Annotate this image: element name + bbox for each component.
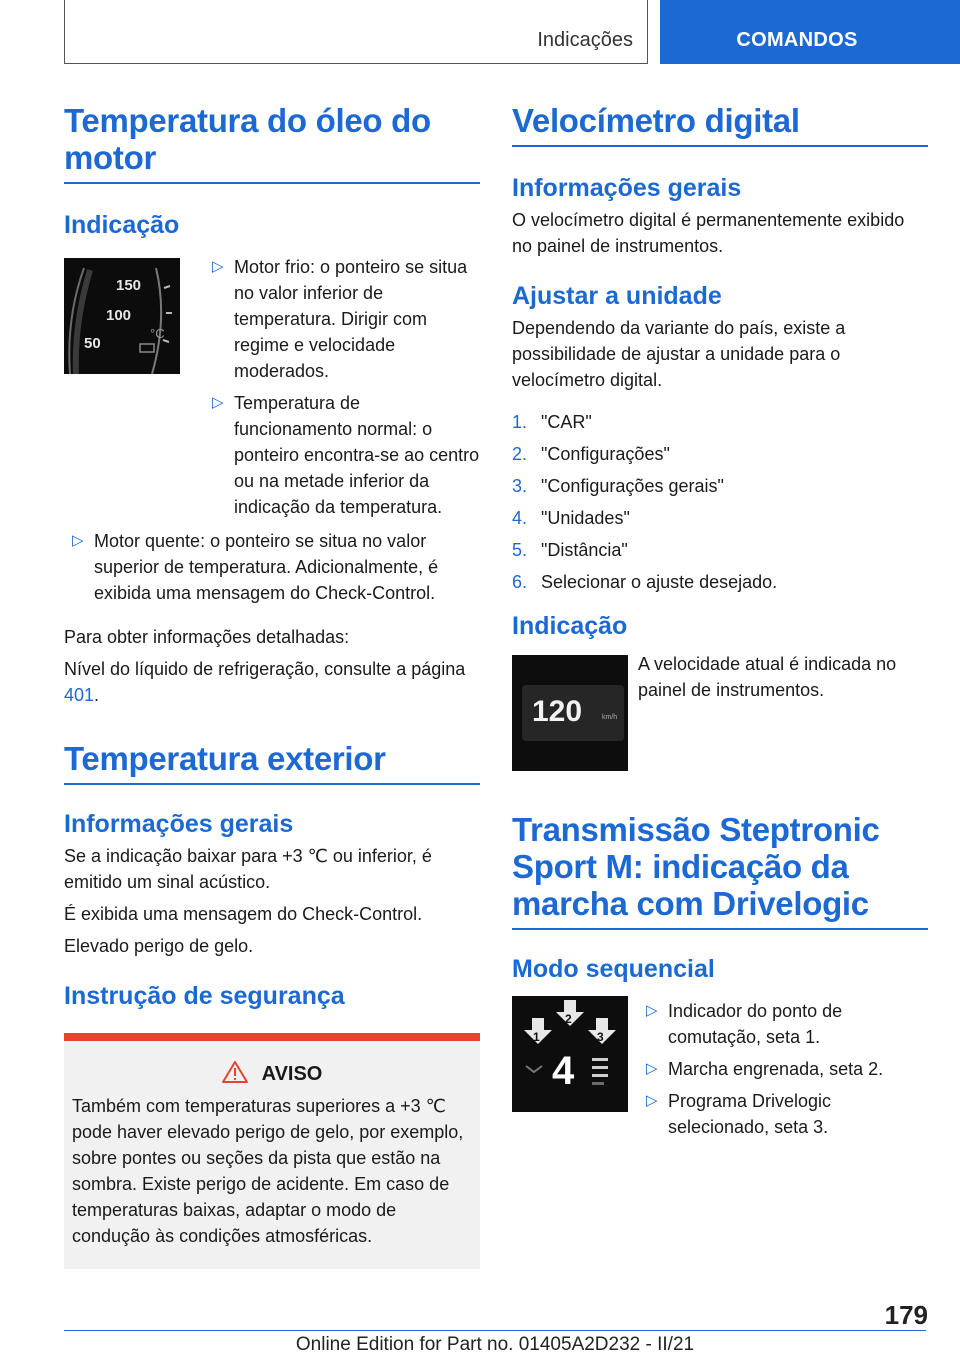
- more-info-text: Para obter informações detalhadas:: [64, 627, 350, 647]
- speed-display-graphic: [512, 655, 628, 771]
- gauge-label-100: 100: [106, 307, 132, 324]
- digital-speedometer-title: Velocímetro digital: [512, 102, 928, 147]
- speedo-indication-heading: Indicação: [512, 612, 628, 640]
- header-chapter-label: COMANDOS: [736, 29, 858, 51]
- oil-state-list-b: [64, 528, 480, 606]
- oil-state-list-a: [204, 254, 480, 520]
- warning-triangle-icon: [222, 1061, 248, 1083]
- sequential-mode-heading: Modo sequencial: [512, 955, 715, 983]
- triangle-bullet-icon: ▷: [646, 1060, 658, 1077]
- warning-text: Também com temperaturas superiores a +3 ℃ pode haver elevado perigo de gelo, por exemplo, sobre pontes ou seções da pista que estão na sombra. Existe perigo de acidente. Em caso de temperaturas baixas, adaptar o modo de condução às condições atmosféricas.: [72, 1096, 464, 1246]
- speedo-general-text: O velocímetro digital é permanentemente exibido no painel de instrumentos.: [512, 210, 905, 256]
- page-number: 179: [884, 1300, 928, 1330]
- gear-value: 4: [552, 1049, 575, 1093]
- warning-header: [72, 1061, 472, 1087]
- warning-title: AVISO: [261, 1063, 323, 1085]
- header-section-box: [64, 0, 648, 64]
- list-item: ▷ Marcha engrenada, seta 2.: [638, 1056, 928, 1082]
- list-item: ▷ Temperatura de funcionamento normal: o ponteiro encontra-se ao centro ou na metade inferior da indicação da temperatura.: [204, 390, 480, 520]
- oil-temperature-title: Temperatura do óleo do motor: [64, 102, 480, 184]
- arrow-label-2: 2: [565, 1012, 572, 1026]
- triangle-bullet-icon: ▷: [646, 1092, 658, 1109]
- exterior-temperature-title: Temperatura exterior: [64, 740, 480, 785]
- arrow-label-3: 3: [597, 1030, 604, 1044]
- step-item: 3. "Configurações gerais": [512, 476, 724, 496]
- step-item: 6. Selecionar o ajuste desejado.: [512, 572, 778, 592]
- digital-speed-display-image: [512, 655, 628, 771]
- triangle-bullet-icon: ▷: [72, 532, 84, 549]
- step-item: 2. "Configurações": [512, 444, 670, 464]
- list-item: ▷ Indicador do ponto de comutação, seta 1.: [638, 998, 928, 1050]
- coolant-reference: Nível do líquido de refrigeração, consulte a página 401.: [64, 659, 466, 705]
- list-item: ▷ Motor quente: o ponteiro se situa no valor superior de temperatura. Adicionalmente, é exibida uma mensagem do Check-Control.: [64, 528, 480, 606]
- adjust-unit-text: Dependendo da variante do país, existe a possibilidade de ajustar a unidade para o velocímetro digital.: [512, 318, 846, 390]
- step-item: 5. "Distância": [512, 540, 628, 560]
- transmission-title: Transmissão Steptronic Sport M: indicação da marcha com Drivelogic: [512, 811, 928, 930]
- exterior-general-heading: Informações gerais: [64, 810, 294, 838]
- list-item: ▷ Motor frio: o ponteiro se situa no valor inferior de temperatura. Dirigir com regime e velocidade moderados.: [204, 254, 480, 384]
- header-chapter-tab: [660, 0, 960, 64]
- triangle-bullet-icon: ▷: [212, 394, 224, 411]
- triangle-bullet-icon: ▷: [212, 258, 224, 275]
- step-item: 1. "CAR": [512, 412, 592, 432]
- gauge-unit-label: °C: [150, 326, 165, 341]
- gauge-label-150: 150: [116, 277, 142, 294]
- oil-gauge-block: [64, 258, 480, 520]
- gear-display-graphic: [512, 996, 628, 1112]
- oil-temperature-gauge-image: [64, 258, 180, 374]
- oil-indication-heading: Indicação: [64, 211, 180, 239]
- warning-box: [64, 1033, 480, 1269]
- speedo-general-heading: Informações gerais: [512, 174, 742, 202]
- oil-gauge-graphic: [64, 258, 180, 374]
- footer-divider: [64, 1330, 926, 1331]
- safety-heading: Instrução de segurança: [64, 982, 345, 1010]
- gear-indicator-image: [512, 996, 628, 1112]
- triangle-bullet-icon: ▷: [646, 1002, 658, 1019]
- gear-display-block: [512, 996, 928, 1140]
- header-section-title: Indicações: [537, 29, 633, 51]
- right-column: [512, 102, 928, 1140]
- adjust-steps-list: [512, 409, 928, 595]
- adjust-unit-heading: Ajustar a unidade: [512, 282, 722, 310]
- sequential-mode-list: [638, 998, 928, 1140]
- speedo-display-block: [512, 655, 928, 771]
- arrow-label-1: 1: [533, 1030, 540, 1044]
- list-item: ▷ Programa Drivelogic selecionado, seta 3.: [638, 1088, 928, 1140]
- speedo-indication-text: A velocidade atual é indicada no painel de instrumentos.: [638, 654, 897, 700]
- step-item: 4. "Unidades": [512, 508, 630, 528]
- exterior-text-1: Se a indicação baixar para +3 ℃ ou inferior, é emitido um sinal acústico.: [64, 846, 432, 892]
- speed-value: 120: [532, 695, 583, 728]
- exterior-text-2: É exibida uma mensagem do Check-Control.: [64, 904, 423, 924]
- footer-edition-text: Online Edition for Part no. 01405A2D232 - II/21: [295, 1334, 695, 1355]
- exterior-text-3: Elevado perigo de gelo.: [64, 936, 254, 956]
- speed-unit: km/h: [602, 714, 618, 721]
- left-column: [64, 102, 480, 1269]
- page-link-401[interactable]: 401: [64, 685, 95, 705]
- gauge-label-50: 50: [84, 335, 101, 352]
